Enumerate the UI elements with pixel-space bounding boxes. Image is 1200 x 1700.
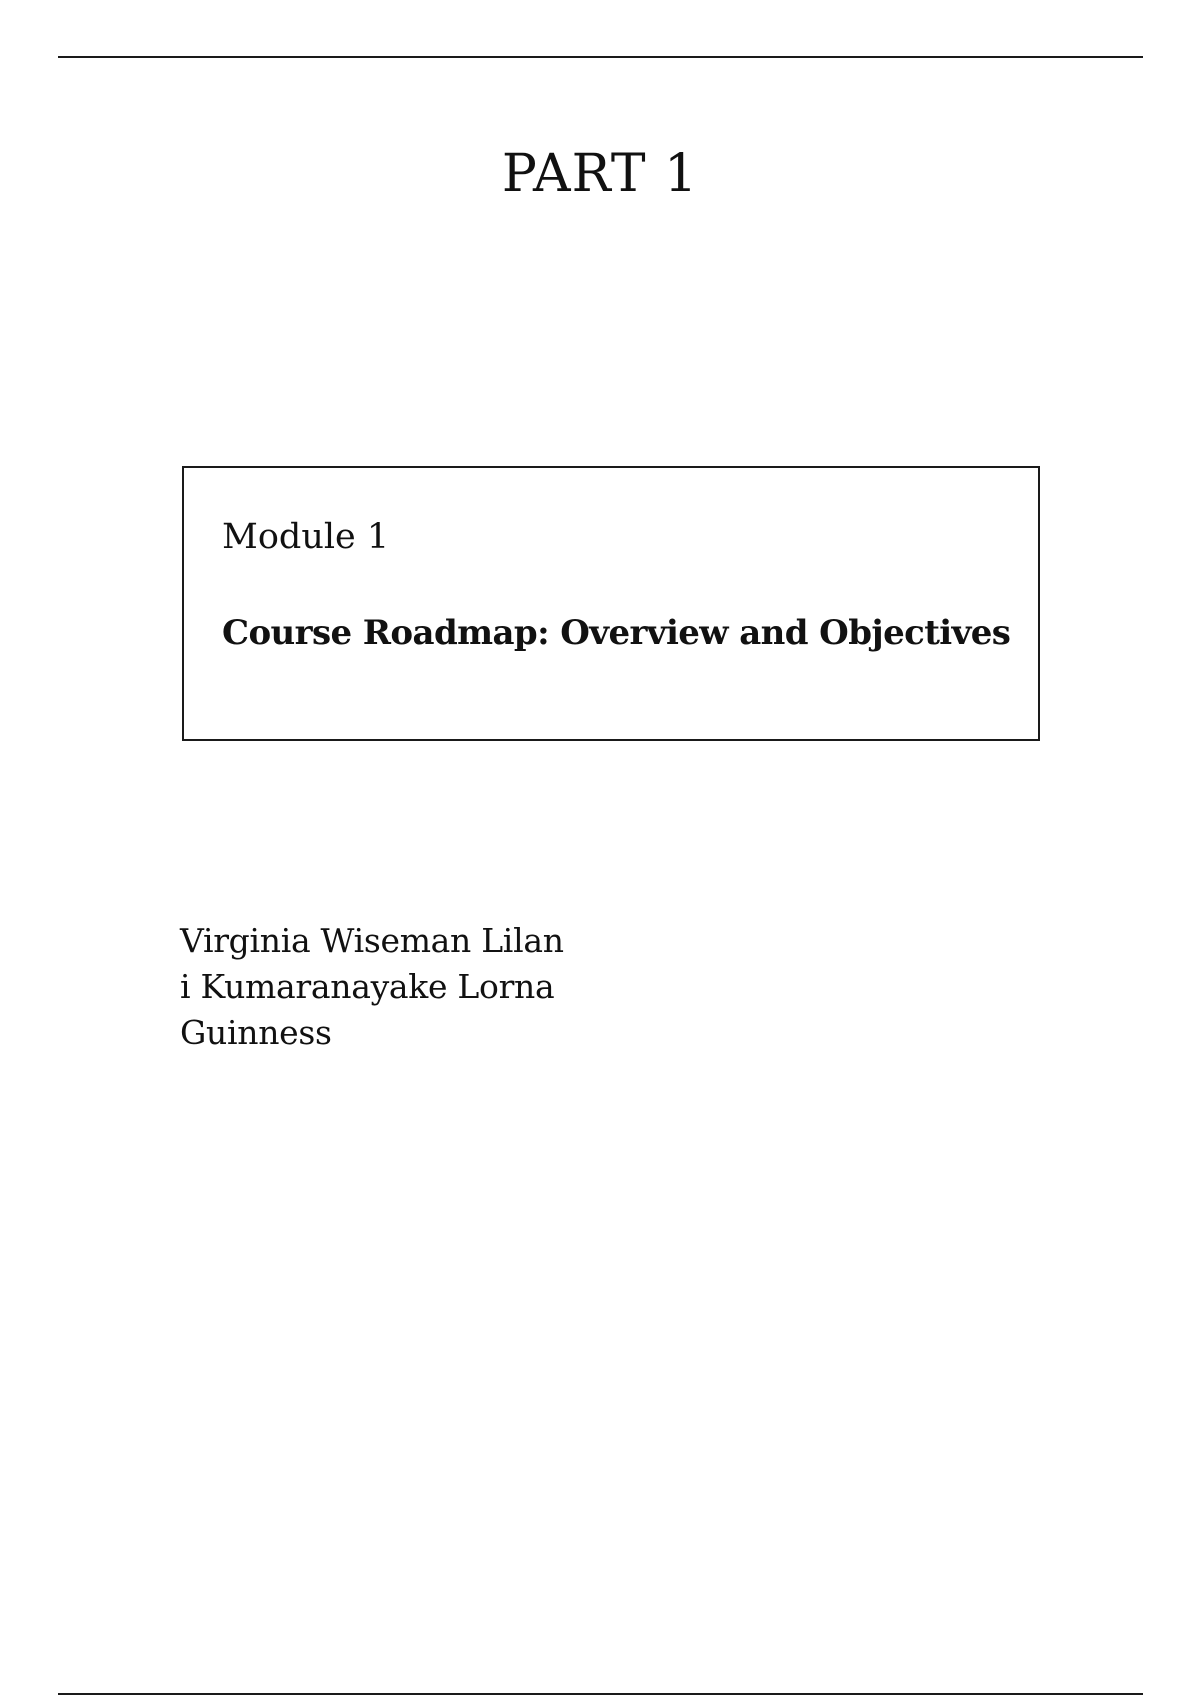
top-divider xyxy=(58,56,1143,58)
module-box xyxy=(182,466,1040,741)
module-title: Course Roadmap: Overview and Objectives xyxy=(222,613,1011,653)
author-line: i Kumaranayake Lorna xyxy=(180,967,555,1006)
author-block xyxy=(180,918,780,1056)
author-line: Guinness xyxy=(180,1013,332,1052)
module-label: Module 1 xyxy=(222,517,390,557)
part-heading: PART 1 xyxy=(501,144,699,204)
bottom-divider xyxy=(58,1693,1143,1695)
author-line: Virginia Wiseman Lilan xyxy=(180,921,564,960)
